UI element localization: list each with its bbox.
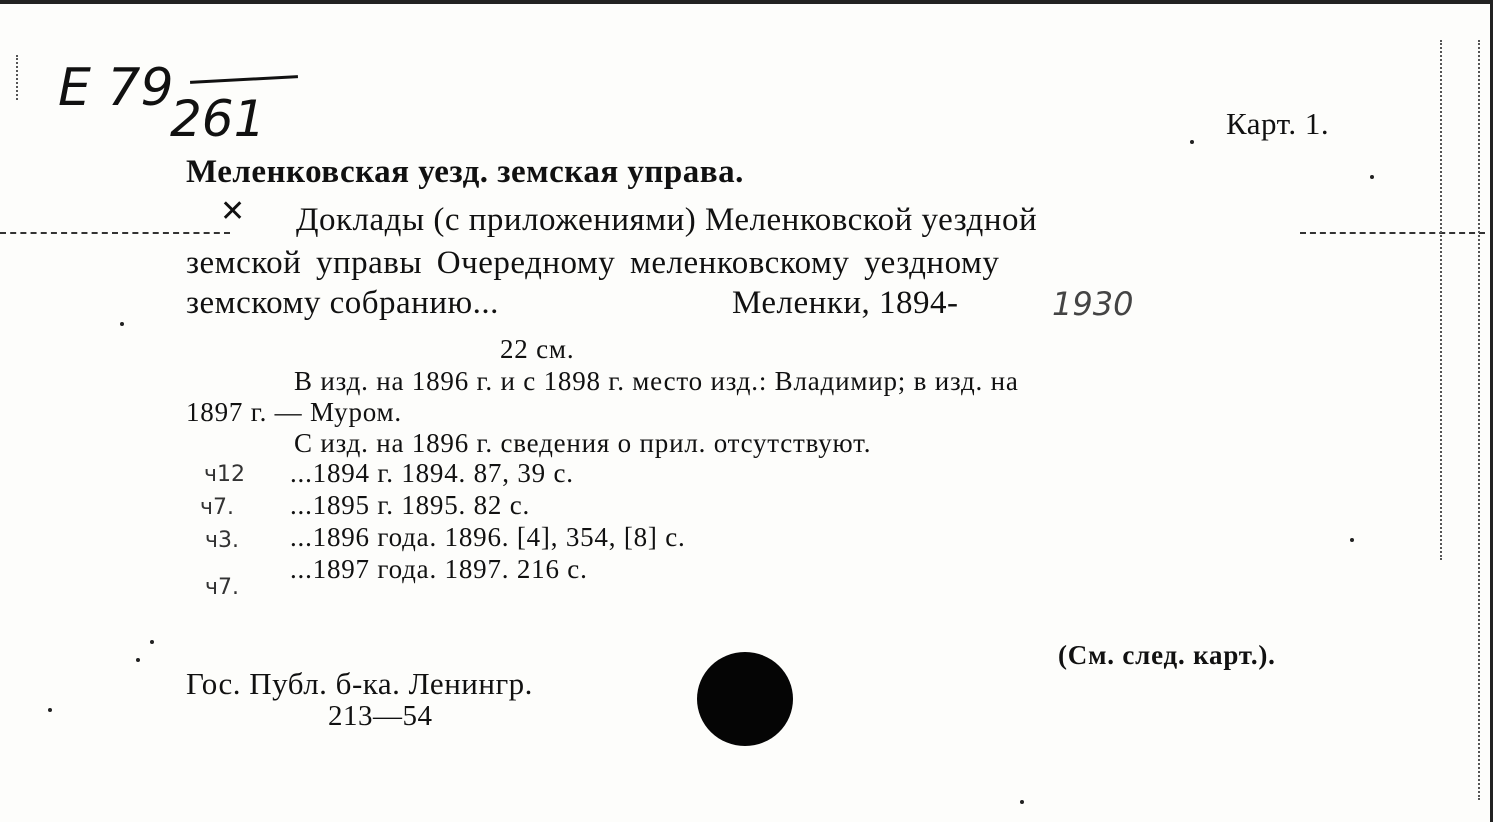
card-number: Карт. 1. [1226,106,1330,141]
punch-hole [697,652,793,746]
title-line-3: земскому собранию... [186,285,499,321]
speck [1350,538,1354,542]
title-marker: ✕ [220,195,246,228]
right-edge-vertical [1478,40,1480,800]
speck [48,708,52,712]
call-number-top: E 79 [58,58,174,118]
speck [136,658,140,662]
holding-1: ...1894 г. 1894. 87, 39 с. [290,458,574,488]
holding-2: ...1895 г. 1895. 82 с. [290,490,531,520]
note-line-3: С изд. на 1896 г. сведения о прил. отсутствуют. [294,428,872,458]
asterisk-speck [1190,140,1194,144]
dimensions: 22 см. [500,334,575,364]
right-guide-line [1300,232,1485,234]
left-edge-mark [16,55,18,100]
imprint-end-year: 1930 [1052,285,1134,323]
holding-mark-4: ч7. [205,575,239,600]
speck [150,640,154,644]
call-number-bottom: 261 [170,90,266,148]
left-guide-line [0,232,230,234]
note-line-2: 1897 г. — Муром. [186,397,402,427]
note-line-1: В изд. на 1896 г. и с 1898 г. место изд.: Владимир; в изд. на [294,366,1019,396]
see-next-card: (См. след. карт.). [1058,640,1276,670]
imprint: Меленки, 1894- [732,285,959,321]
right-guide-vertical [1440,40,1442,560]
title-line-1: Доклады (с приложениями) Меленковской уездной [296,202,1038,238]
card-top-edge [0,0,1493,4]
library-code: 213—54 [328,700,433,732]
holding-3: ...1896 года. 1896. [4], 354, [8] с. [290,522,686,552]
holding-mark-2: ч7. [200,495,234,520]
holding-4: ...1897 года. 1897. 216 с. [290,554,588,584]
holding-mark-3: ч3. [205,528,239,553]
speck [1370,175,1374,179]
author-heading: Меленковская уезд. земская управа. [186,154,744,190]
speck [120,322,124,326]
speck [1020,800,1024,804]
title-line-2: земской управы Очередному меленковскому уездному [186,245,1000,281]
holding-mark-1: ч12 [204,462,245,487]
library-name: Гос. Публ. б-ка. Ленингр. [186,666,533,701]
call-number-rule [190,75,298,84]
